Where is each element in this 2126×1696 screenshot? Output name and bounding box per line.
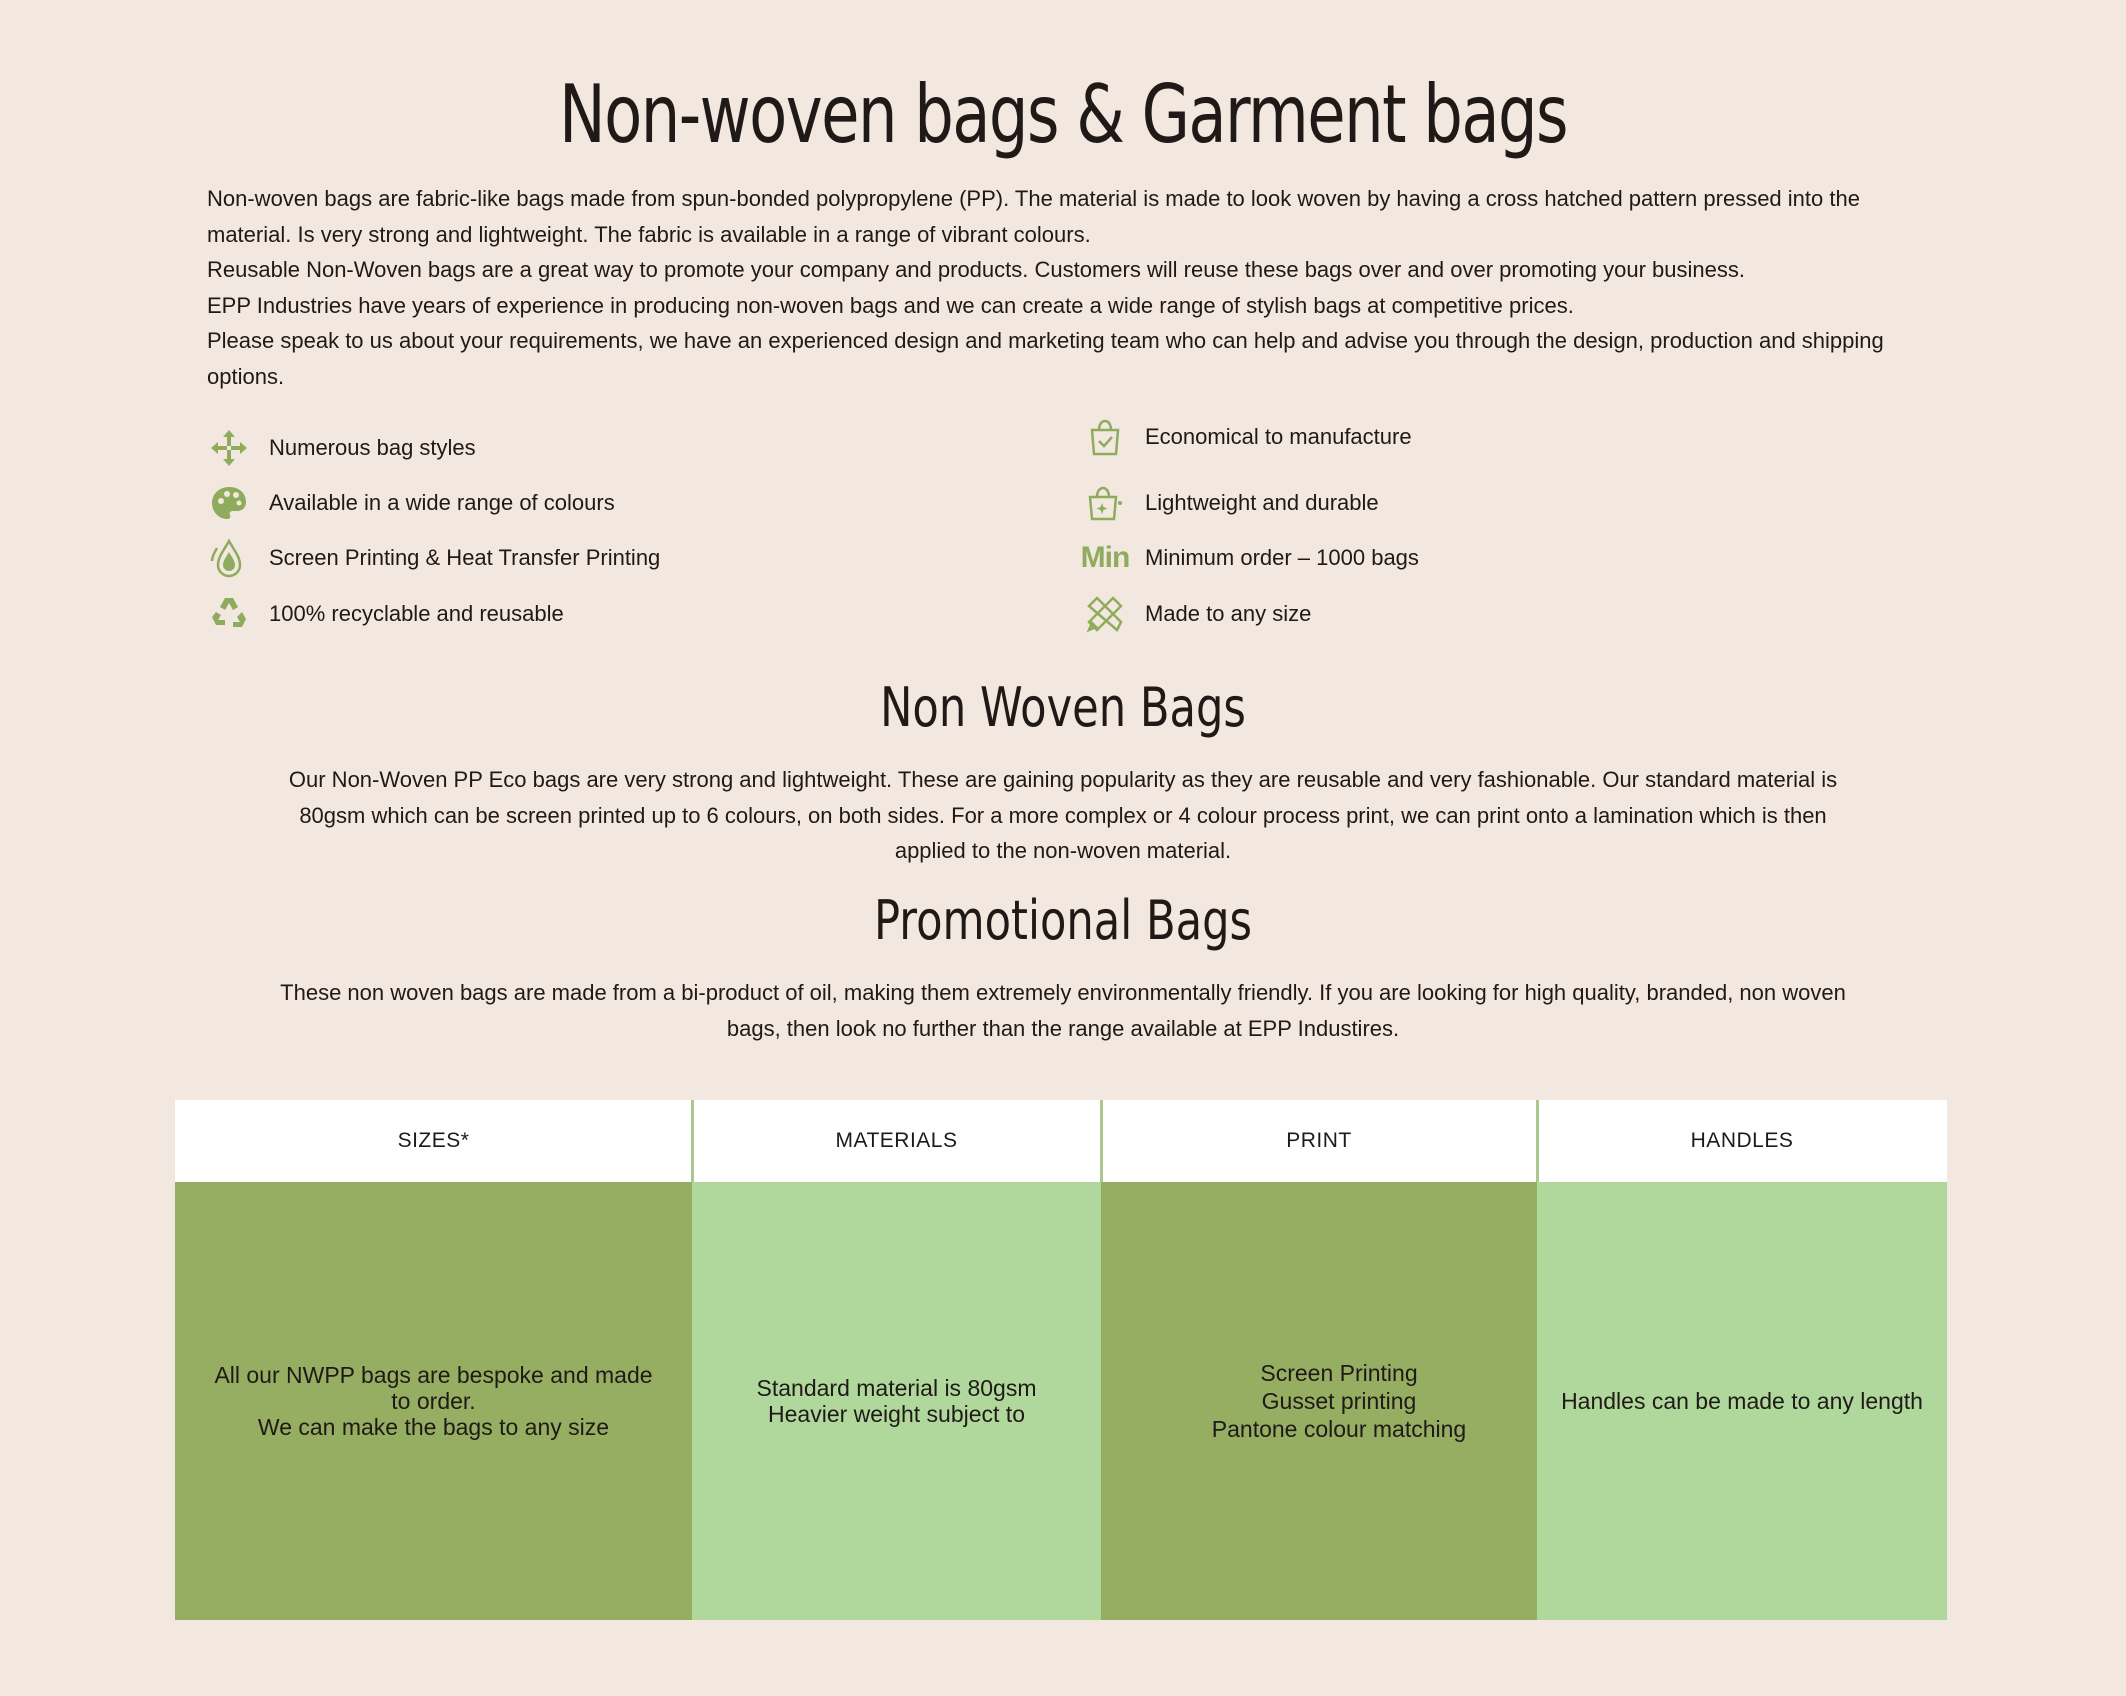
section-title-non-woven: Non Woven Bags [880,676,1246,739]
page-title: Non-woven bags & Garment bags [558,68,1568,161]
column-divider [691,1100,694,1182]
spec-line: Heavier weight subject to [768,1401,1025,1427]
feature-item [207,481,615,525]
feature-item [207,426,476,470]
feature-label: Minimum order – 1000 bags [1145,545,1419,570]
spec-line: We can make the bags to any size [257,1414,610,1440]
feature-item [1083,481,1379,525]
spec-cell [1101,1182,1537,1620]
feature-label: Lightweight and durable [1145,490,1379,515]
feature-label: Screen Printing & Heat Transfer Printing [269,545,661,570]
feature-label: 100% recyclable and reusable [269,601,564,626]
spec-header: HANDLES [1537,1100,1947,1182]
section-text-non-woven [207,762,1919,869]
ruler-pencil-icon [1083,592,1127,636]
spec-table [175,1100,1947,1620]
spec-line: All our NWPP bags are bespoke and made [214,1362,653,1388]
feature-item [207,592,564,636]
section-line: These non woven bags are made from a bi-product of oil, making them extremely environmentally friendly. If you are looking for high quality, branded, non woven [280,980,1846,1005]
intro-paragraph: Non-woven bags are fabric-like bags made from spun-bonded polypropylene (PP). The material is made to look woven by having a cross hatched pattern pressed into the material. Is very strong and lightweight. The fabric is available in a range of vibrant colours. [207,186,1860,247]
feature-item [207,536,660,580]
intro-paragraph: Please speak to us about your requirements, we have an experienced design and marketing team who can help and advise you through the design, production and shipping options. [207,328,1884,389]
ink-drops-icon [207,536,251,580]
spec-line: Gusset printing [1261,1388,1417,1414]
spec-header: MATERIALS [692,1100,1101,1182]
feature-label: Made to any size [1145,601,1312,626]
spec-column-sizes [175,1100,692,1620]
spec-header: SIZES* [175,1100,692,1182]
feature-label: Economical to manufacture [1145,424,1412,449]
column-divider [1536,1100,1539,1182]
spec-cell [175,1182,692,1620]
section-line: 80gsm which can be screen printed up to 6 colours, on both sides. For a more complex or 4 colour process print, we can print onto a lamination which is then [299,802,1827,828]
intro-paragraph: Reusable Non-Woven bags are a great way to promote your company and products. Customers will reuse these bags over and over promoting your business. [207,257,1745,282]
spec-line: Handles can be made to any length [1561,1388,1923,1414]
spec-line: Standard material is 80gsm [756,1375,1037,1401]
min-icon: Min [1080,541,1130,574]
arrows-icon [207,426,251,470]
spec-line: Pantone colour matching [1211,1416,1467,1442]
feature-label: Numerous bag styles [269,435,476,460]
section-line: bags, then look no further than the range available at EPP Industires. [726,1015,1400,1041]
feature-item [1083,592,1311,636]
spec-cell [692,1182,1101,1620]
spec-header: PRINT [1101,1100,1537,1182]
spec-cell [1537,1182,1947,1620]
spec-column-print [1101,1100,1537,1620]
feature-label: Available in a wide range of colours [269,490,615,515]
spec-line: to order. [391,1388,476,1414]
feature-list [207,415,1707,635]
intro-text [207,181,1887,394]
section-line: applied to the non-woven material. [894,838,1232,863]
spec-column-handles [1537,1100,1947,1620]
section-text-promotional [190,975,1936,1046]
bag-sparkle-icon [1083,481,1127,525]
feature-item [1083,415,1412,459]
bag-check-icon [1083,415,1127,459]
palette-icon [207,481,251,525]
spec-line: Screen Printing [1260,1360,1418,1386]
column-divider [1100,1100,1103,1182]
section-line: Our Non-Woven PP Eco bags are very strong and lightweight. These are gaining popularity as they are reusable and very fashionable. Our standard material is [288,767,1838,792]
recycle-icon [207,592,251,636]
intro-paragraph: EPP Industries have years of experience in producing non-woven bags and we can create a wide range of stylish bags at competitive prices. [207,292,1574,318]
spec-column-materials [692,1100,1101,1620]
feature-item [1080,536,1419,580]
section-title-promotional: Promotional Bags [873,889,1253,952]
